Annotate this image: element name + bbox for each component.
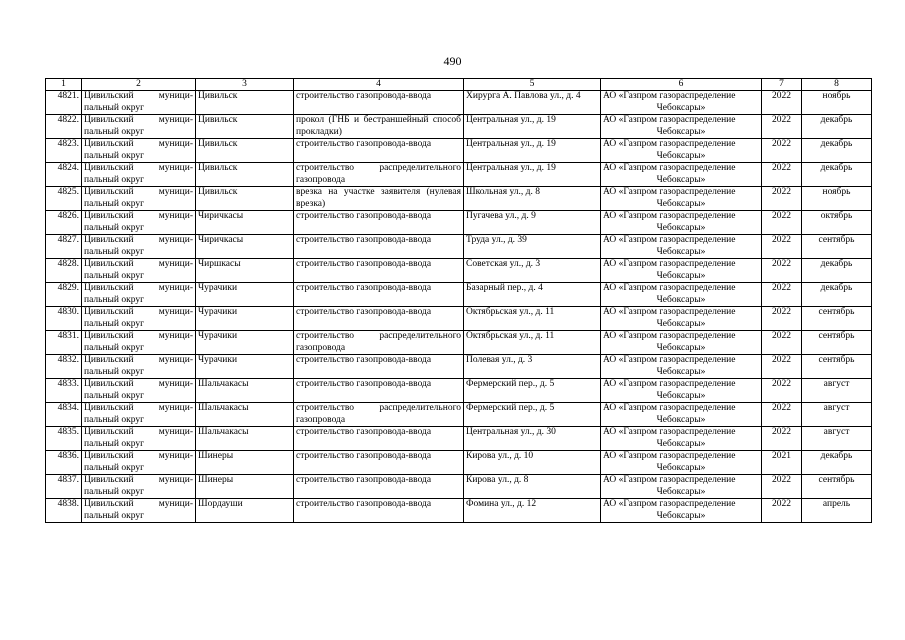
organization-cell (601, 259, 762, 283)
organization-line-1: АО «Газпром газораспределение (603, 283, 736, 293)
work-type-cell: строительство газопровода-ввода (294, 91, 464, 115)
organization-line-1: АО «Газпром газораспределение (603, 139, 736, 149)
month-cell: сентябрь (802, 235, 872, 259)
district-line-2: пальный округ (84, 366, 145, 377)
organization-line-1: АО «Газпром газораспределение (603, 355, 736, 365)
settlement-cell: Цивильск (196, 187, 294, 211)
work-type-cell: строительство газопровода-ввода (294, 139, 464, 163)
district-line-1: Цивильский муници- (84, 235, 193, 245)
year-cell: 2022 (762, 499, 802, 523)
district-line-1: Цивильский муници- (84, 427, 193, 437)
settlement-cell: Чиричкасы (196, 235, 294, 259)
organization-cell (601, 475, 762, 499)
organization-line-2: Чебоксары» (656, 342, 706, 353)
district-cell (82, 283, 196, 307)
district-line-1: Цивильский муници- (84, 307, 193, 317)
district-cell (82, 187, 196, 211)
row-number: 4831. (46, 331, 82, 355)
year-cell: 2022 (762, 139, 802, 163)
row-number: 4835. (46, 427, 82, 451)
row-number: 4823. (46, 139, 82, 163)
settlement-cell: Чиричкасы (196, 211, 294, 235)
row-number: 4826. (46, 211, 82, 235)
address-cell: Центральная ул., д. 19 (464, 139, 601, 163)
organization-line-1: АО «Газпром газораспределение (603, 91, 736, 101)
column-header: 7 (762, 79, 802, 91)
district-cell (82, 235, 196, 259)
settlement-cell: Цивильск (196, 163, 294, 187)
organization-cell (601, 427, 762, 451)
district-line-2: пальный округ (84, 486, 145, 497)
district-cell (82, 307, 196, 331)
address-cell: Фермерский пер., д. 5 (464, 403, 601, 427)
organization-line-1: АО «Газпром газораспределение (603, 427, 736, 437)
month-cell: ноябрь (802, 187, 872, 211)
district-line-1: Цивильский муници- (84, 211, 193, 221)
month-cell: сентябрь (802, 475, 872, 499)
work-type-cell: прокол (ГНБ и бестраншейный способ прокладки) (294, 115, 464, 139)
table-body (46, 91, 872, 523)
district-line-2: пальный округ (84, 342, 145, 353)
column-header: 4 (294, 79, 464, 91)
work-type-cell: строительство газопровода-ввода (294, 355, 464, 379)
organization-line-2: Чебоксары» (656, 438, 706, 449)
organization-line-2: Чебоксары» (656, 510, 706, 521)
table-row (46, 163, 872, 187)
district-line-1: Цивильский муници- (84, 331, 193, 341)
year-cell: 2022 (762, 211, 802, 235)
organization-line-1: АО «Газпром газораспределение (603, 379, 736, 389)
organization-cell (601, 211, 762, 235)
organization-line-2: Чебоксары» (656, 414, 706, 425)
table-row (46, 355, 872, 379)
month-cell: декабрь (802, 451, 872, 475)
settlement-cell: Цивильск (196, 91, 294, 115)
page-number: 490 (443, 54, 462, 68)
address-cell: Фомина ул., д. 12 (464, 499, 601, 523)
gas-works-table (45, 78, 872, 523)
organization-line-1: АО «Газпром газораспределение (603, 475, 736, 485)
table-row (46, 331, 872, 355)
organization-cell (601, 187, 762, 211)
year-cell: 2022 (762, 91, 802, 115)
settlement-cell: Шордауши (196, 499, 294, 523)
address-cell: Полевая ул., д. 3 (464, 355, 601, 379)
district-line-2: пальный округ (84, 126, 145, 137)
month-cell: октябрь (802, 211, 872, 235)
work-type-cell: врезка на участке заявителя (нулевая врезка) (294, 187, 464, 211)
organization-cell (601, 91, 762, 115)
settlement-cell: Цивильск (196, 139, 294, 163)
district-line-1: Цивильский муници- (84, 139, 193, 149)
organization-line-2: Чебоксары» (656, 366, 706, 377)
organization-cell (601, 307, 762, 331)
organization-line-1: АО «Газпром газораспределение (603, 163, 736, 173)
district-cell (82, 427, 196, 451)
column-header: 2 (82, 79, 196, 91)
month-cell: декабрь (802, 115, 872, 139)
address-cell: Труда ул., д. 39 (464, 235, 601, 259)
month-cell: ноябрь (802, 91, 872, 115)
month-cell: август (802, 403, 872, 427)
organization-line-1: АО «Газпром газораспределение (603, 211, 736, 221)
table-row (46, 139, 872, 163)
district-cell (82, 451, 196, 475)
organization-cell (601, 403, 762, 427)
address-cell: Базарный пер., д. 4 (464, 283, 601, 307)
month-cell: декабрь (802, 259, 872, 283)
work-type-cell: строительство газопровода-ввода (294, 307, 464, 331)
district-line-1: Цивильский муници- (84, 379, 193, 389)
year-cell: 2022 (762, 283, 802, 307)
address-cell: Школьная ул., д. 8 (464, 187, 601, 211)
year-cell: 2022 (762, 331, 802, 355)
year-cell: 2022 (762, 427, 802, 451)
district-line-1: Цивильский муници- (84, 451, 193, 461)
organization-line-2: Чебоксары» (656, 486, 706, 497)
work-type-cell: строительство газопровода-ввода (294, 259, 464, 283)
organization-line-2: Чебоксары» (656, 222, 706, 233)
address-cell: Октябрьская ул., д. 11 (464, 331, 601, 355)
organization-line-1: АО «Газпром газораспределение (603, 403, 736, 413)
settlement-cell: Чурачики (196, 307, 294, 331)
organization-line-2: Чебоксары» (656, 294, 706, 305)
year-cell: 2022 (762, 475, 802, 499)
organization-cell (601, 379, 762, 403)
address-cell: Пугачева ул., д. 9 (464, 211, 601, 235)
column-header: 1 (46, 79, 82, 91)
district-line-1: Цивильский муници- (84, 259, 193, 269)
settlement-cell: Шальчакасы (196, 427, 294, 451)
address-cell: Хирурга А. Павлова ул., д. 4 (464, 91, 601, 115)
year-cell: 2022 (762, 187, 802, 211)
column-header: 5 (464, 79, 601, 91)
settlement-cell: Чурачики (196, 283, 294, 307)
work-type-cell: строительство газопровода-ввода (294, 475, 464, 499)
district-line-2: пальный округ (84, 414, 145, 425)
district-cell (82, 91, 196, 115)
organization-cell (601, 499, 762, 523)
organization-line-2: Чебоксары» (656, 102, 706, 113)
table-row (46, 403, 872, 427)
settlement-cell: Чурачики (196, 355, 294, 379)
organization-line-2: Чебоксары» (656, 150, 706, 161)
month-cell: сентябрь (802, 307, 872, 331)
organization-line-2: Чебоксары» (656, 246, 706, 257)
column-header: 3 (196, 79, 294, 91)
address-cell: Кирова ул., д. 10 (464, 451, 601, 475)
settlement-cell: Цивильск (196, 115, 294, 139)
month-cell: сентябрь (802, 331, 872, 355)
table-row (46, 115, 872, 139)
settlement-cell: Шальчакасы (196, 379, 294, 403)
work-type-cell: строительство газопровода-ввода (294, 499, 464, 523)
district-line-1: Цивильский муници- (84, 499, 193, 509)
address-cell: Кирова ул., д. 8 (464, 475, 601, 499)
work-type-cell: строительство распределительного газопровода (294, 163, 464, 187)
year-cell: 2022 (762, 355, 802, 379)
district-cell (82, 355, 196, 379)
address-cell: Фермерский пер., д. 5 (464, 379, 601, 403)
district-line-2: пальный округ (84, 294, 145, 305)
organization-cell (601, 331, 762, 355)
work-type-cell: строительство газопровода-ввода (294, 211, 464, 235)
district-cell (82, 163, 196, 187)
row-number: 4837. (46, 475, 82, 499)
organization-line-1: АО «Газпром газораспределение (603, 259, 736, 269)
year-cell: 2021 (762, 451, 802, 475)
district-cell (82, 115, 196, 139)
column-number-row (46, 79, 872, 91)
district-cell (82, 211, 196, 235)
work-type-cell: строительство распределительного газопровода (294, 331, 464, 355)
address-cell: Центральная ул., д. 19 (464, 163, 601, 187)
organization-cell (601, 163, 762, 187)
month-cell: декабрь (802, 139, 872, 163)
table-row (46, 235, 872, 259)
district-line-1: Цивильский муници- (84, 187, 193, 197)
table-row (46, 379, 872, 403)
table-row (46, 211, 872, 235)
row-number: 4830. (46, 307, 82, 331)
year-cell: 2022 (762, 259, 802, 283)
row-number: 4829. (46, 283, 82, 307)
settlement-cell: Шальчакасы (196, 403, 294, 427)
year-cell: 2022 (762, 403, 802, 427)
organization-cell (601, 139, 762, 163)
district-line-2: пальный округ (84, 174, 145, 185)
month-cell: декабрь (802, 283, 872, 307)
row-number: 4822. (46, 115, 82, 139)
district-line-2: пальный округ (84, 246, 145, 257)
district-line-1: Цивильский муници- (84, 475, 193, 485)
year-cell: 2022 (762, 379, 802, 403)
district-cell (82, 403, 196, 427)
district-line-2: пальный округ (84, 510, 145, 521)
table-row (46, 451, 872, 475)
district-line-2: пальный округ (84, 438, 145, 449)
row-number: 4824. (46, 163, 82, 187)
district-cell (82, 475, 196, 499)
work-type-cell: строительство распределительного газопровода (294, 403, 464, 427)
organization-line-2: Чебоксары» (656, 318, 706, 329)
organization-line-2: Чебоксары» (656, 198, 706, 209)
address-cell: Октябрьская ул., д. 11 (464, 307, 601, 331)
district-line-1: Цивильский муници- (84, 355, 193, 365)
table-row (46, 187, 872, 211)
year-cell: 2022 (762, 235, 802, 259)
district-line-2: пальный округ (84, 150, 145, 161)
organization-line-1: АО «Газпром газораспределение (603, 187, 736, 197)
table-row (46, 475, 872, 499)
organization-line-1: АО «Газпром газораспределение (603, 331, 736, 341)
year-cell: 2022 (762, 115, 802, 139)
table-row (46, 259, 872, 283)
address-cell: Центральная ул., д. 30 (464, 427, 601, 451)
column-header: 6 (601, 79, 762, 91)
organization-line-2: Чебоксары» (656, 126, 706, 137)
column-header: 8 (802, 79, 872, 91)
address-cell: Центральная ул., д. 19 (464, 115, 601, 139)
year-cell: 2022 (762, 163, 802, 187)
settlement-cell: Шинеры (196, 475, 294, 499)
district-line-2: пальный округ (84, 222, 145, 233)
district-line-2: пальный округ (84, 390, 145, 401)
district-line-2: пальный округ (84, 318, 145, 329)
row-number: 4827. (46, 235, 82, 259)
row-number: 4833. (46, 379, 82, 403)
district-cell (82, 139, 196, 163)
district-line-2: пальный округ (84, 198, 145, 209)
organization-line-2: Чебоксары» (656, 174, 706, 185)
work-type-cell: строительство газопровода-ввода (294, 451, 464, 475)
district-line-1: Цивильский муници- (84, 163, 193, 173)
organization-line-1: АО «Газпром газораспределение (603, 451, 736, 461)
work-type-cell: строительство газопровода-ввода (294, 283, 464, 307)
row-number: 4834. (46, 403, 82, 427)
table-row (46, 427, 872, 451)
organization-line-2: Чебоксары» (656, 462, 706, 473)
work-type-cell: строительство газопровода-ввода (294, 379, 464, 403)
table-row (46, 499, 872, 523)
row-number: 4838. (46, 499, 82, 523)
district-cell (82, 379, 196, 403)
district-line-2: пальный округ (84, 462, 145, 473)
year-cell: 2022 (762, 307, 802, 331)
district-cell (82, 499, 196, 523)
settlement-cell: Чиршкасы (196, 259, 294, 283)
address-cell: Советская ул., д. 3 (464, 259, 601, 283)
month-cell: сентябрь (802, 355, 872, 379)
organization-cell (601, 115, 762, 139)
row-number: 4832. (46, 355, 82, 379)
settlement-cell: Чурачики (196, 331, 294, 355)
district-cell (82, 259, 196, 283)
organization-cell (601, 451, 762, 475)
organization-cell (601, 283, 762, 307)
row-number: 4821. (46, 91, 82, 115)
organization-cell (601, 355, 762, 379)
table-row (46, 307, 872, 331)
organization-line-1: АО «Газпром газораспределение (603, 499, 736, 509)
month-cell: декабрь (802, 163, 872, 187)
work-type-cell: строительство газопровода-ввода (294, 427, 464, 451)
row-number: 4828. (46, 259, 82, 283)
settlement-cell: Шинеры (196, 451, 294, 475)
district-cell (82, 331, 196, 355)
organization-line-1: АО «Газпром газораспределение (603, 115, 736, 125)
month-cell: апрель (802, 499, 872, 523)
organization-line-2: Чебоксары» (656, 390, 706, 401)
district-line-1: Цивильский муници- (84, 403, 193, 413)
organization-line-2: Чебоксары» (656, 270, 706, 281)
organization-cell (601, 235, 762, 259)
district-line-1: Цивильский муници- (84, 283, 193, 293)
table-row (46, 283, 872, 307)
row-number: 4825. (46, 187, 82, 211)
month-cell: август (802, 427, 872, 451)
table-row (46, 91, 872, 115)
row-number: 4836. (46, 451, 82, 475)
month-cell: август (802, 379, 872, 403)
district-line-1: Цивильский муници- (84, 91, 193, 101)
organization-line-1: АО «Газпром газораспределение (603, 235, 736, 245)
district-line-2: пальный округ (84, 270, 145, 281)
organization-line-1: АО «Газпром газораспределение (603, 307, 736, 317)
work-type-cell: строительство газопровода-ввода (294, 235, 464, 259)
district-line-1: Цивильский муници- (84, 115, 193, 125)
district-line-2: пальный округ (84, 102, 145, 113)
